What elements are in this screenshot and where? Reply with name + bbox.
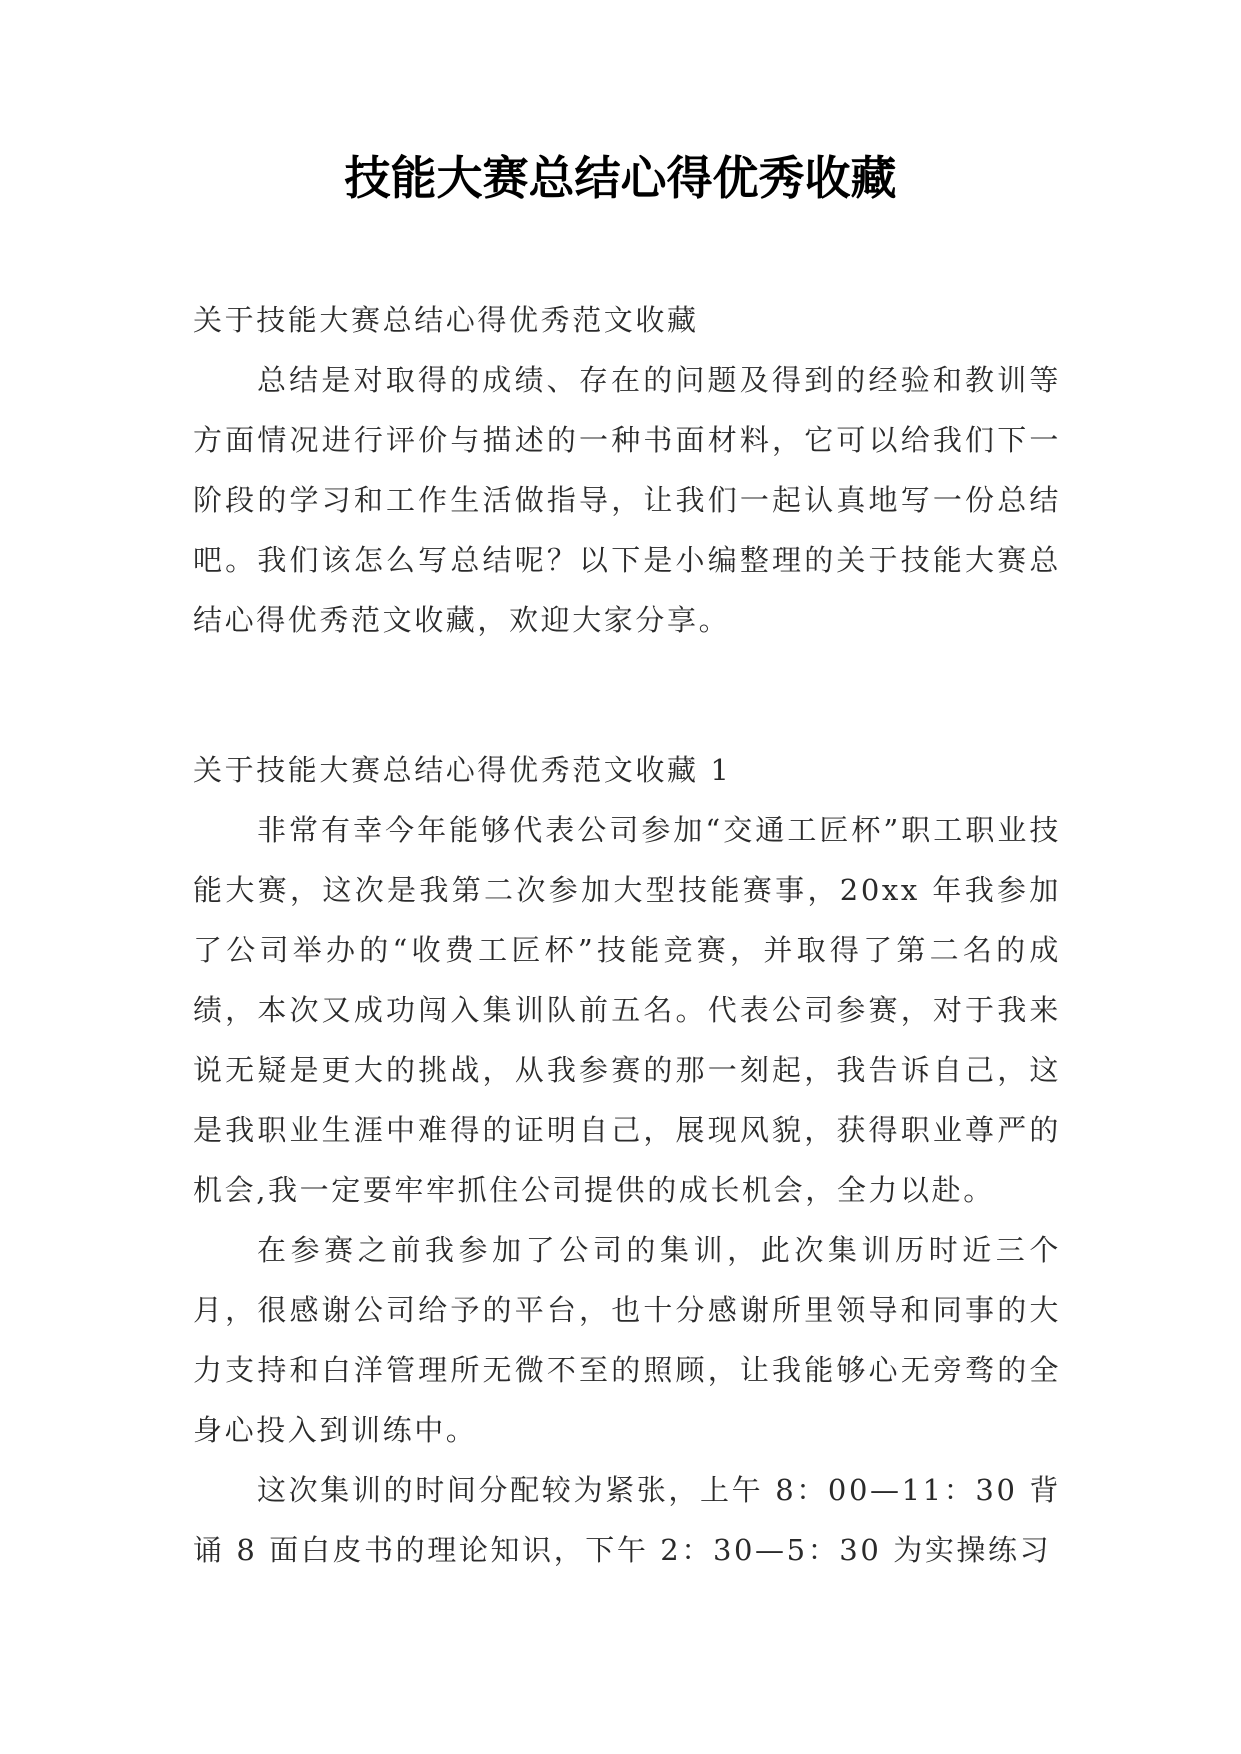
document-body bbox=[193, 290, 1061, 1580]
section-1-paragraph-2: 在参赛之前我参加了公司的集训，此次集训历时近三个月，很感谢公司给予的平台，也十分感谢所里领导和同事的大力支持和白洋管理所无微不至的照顾，让我能够心无旁骛的全身心投入到训练中。 bbox=[193, 1233, 1061, 1447]
section-1-paragraph-1: 非常有幸今年能够代表公司参加“交通工匠杯”职工职业技能大赛，这次是我第二次参加大型技能赛事，20xx 年我参加了公司举办的“收费工匠杯”技能竞赛，并取得了第二名的成绩，本次又成功闯入集训队前五名。代表公司参赛，对于我来说无疑是更大的挑战，从我参赛的那一刻起，我告诉自己，这是我职业生涯中难得的证明自己，展现风貌，获得职业尊严的机会,我一定要牢牢抓住公司提供的成长机会，全力以赴。 bbox=[193, 813, 1061, 1207]
section-heading-intro: 关于技能大赛总结心得优秀范文收藏 bbox=[193, 303, 699, 337]
section-heading-1: 关于技能大赛总结心得优秀范文收藏 1 bbox=[193, 753, 732, 787]
section-spacer bbox=[193, 650, 1061, 740]
section-1-paragraph-3: 这次集训的时间分配较为紧张，上午 8：00—11：30 背诵 8 面白皮书的理论知识，下午 2：30—5：30 为实操练习 bbox=[193, 1473, 1061, 1567]
intro-paragraph: 总结是对取得的成绩、存在的问题及得到的经验和教训等方面情况进行评价与描述的一种书面材料，它可以给我们下一阶段的学习和工作生活做指导，让我们一起认真地写一份总结吧。我们该怎么写总结呢？以下是小编整理的关于技能大赛总结心得优秀范文收藏，欢迎大家分享。 bbox=[193, 363, 1061, 637]
document-title: 技能大赛总结心得优秀收藏 bbox=[344, 151, 897, 205]
